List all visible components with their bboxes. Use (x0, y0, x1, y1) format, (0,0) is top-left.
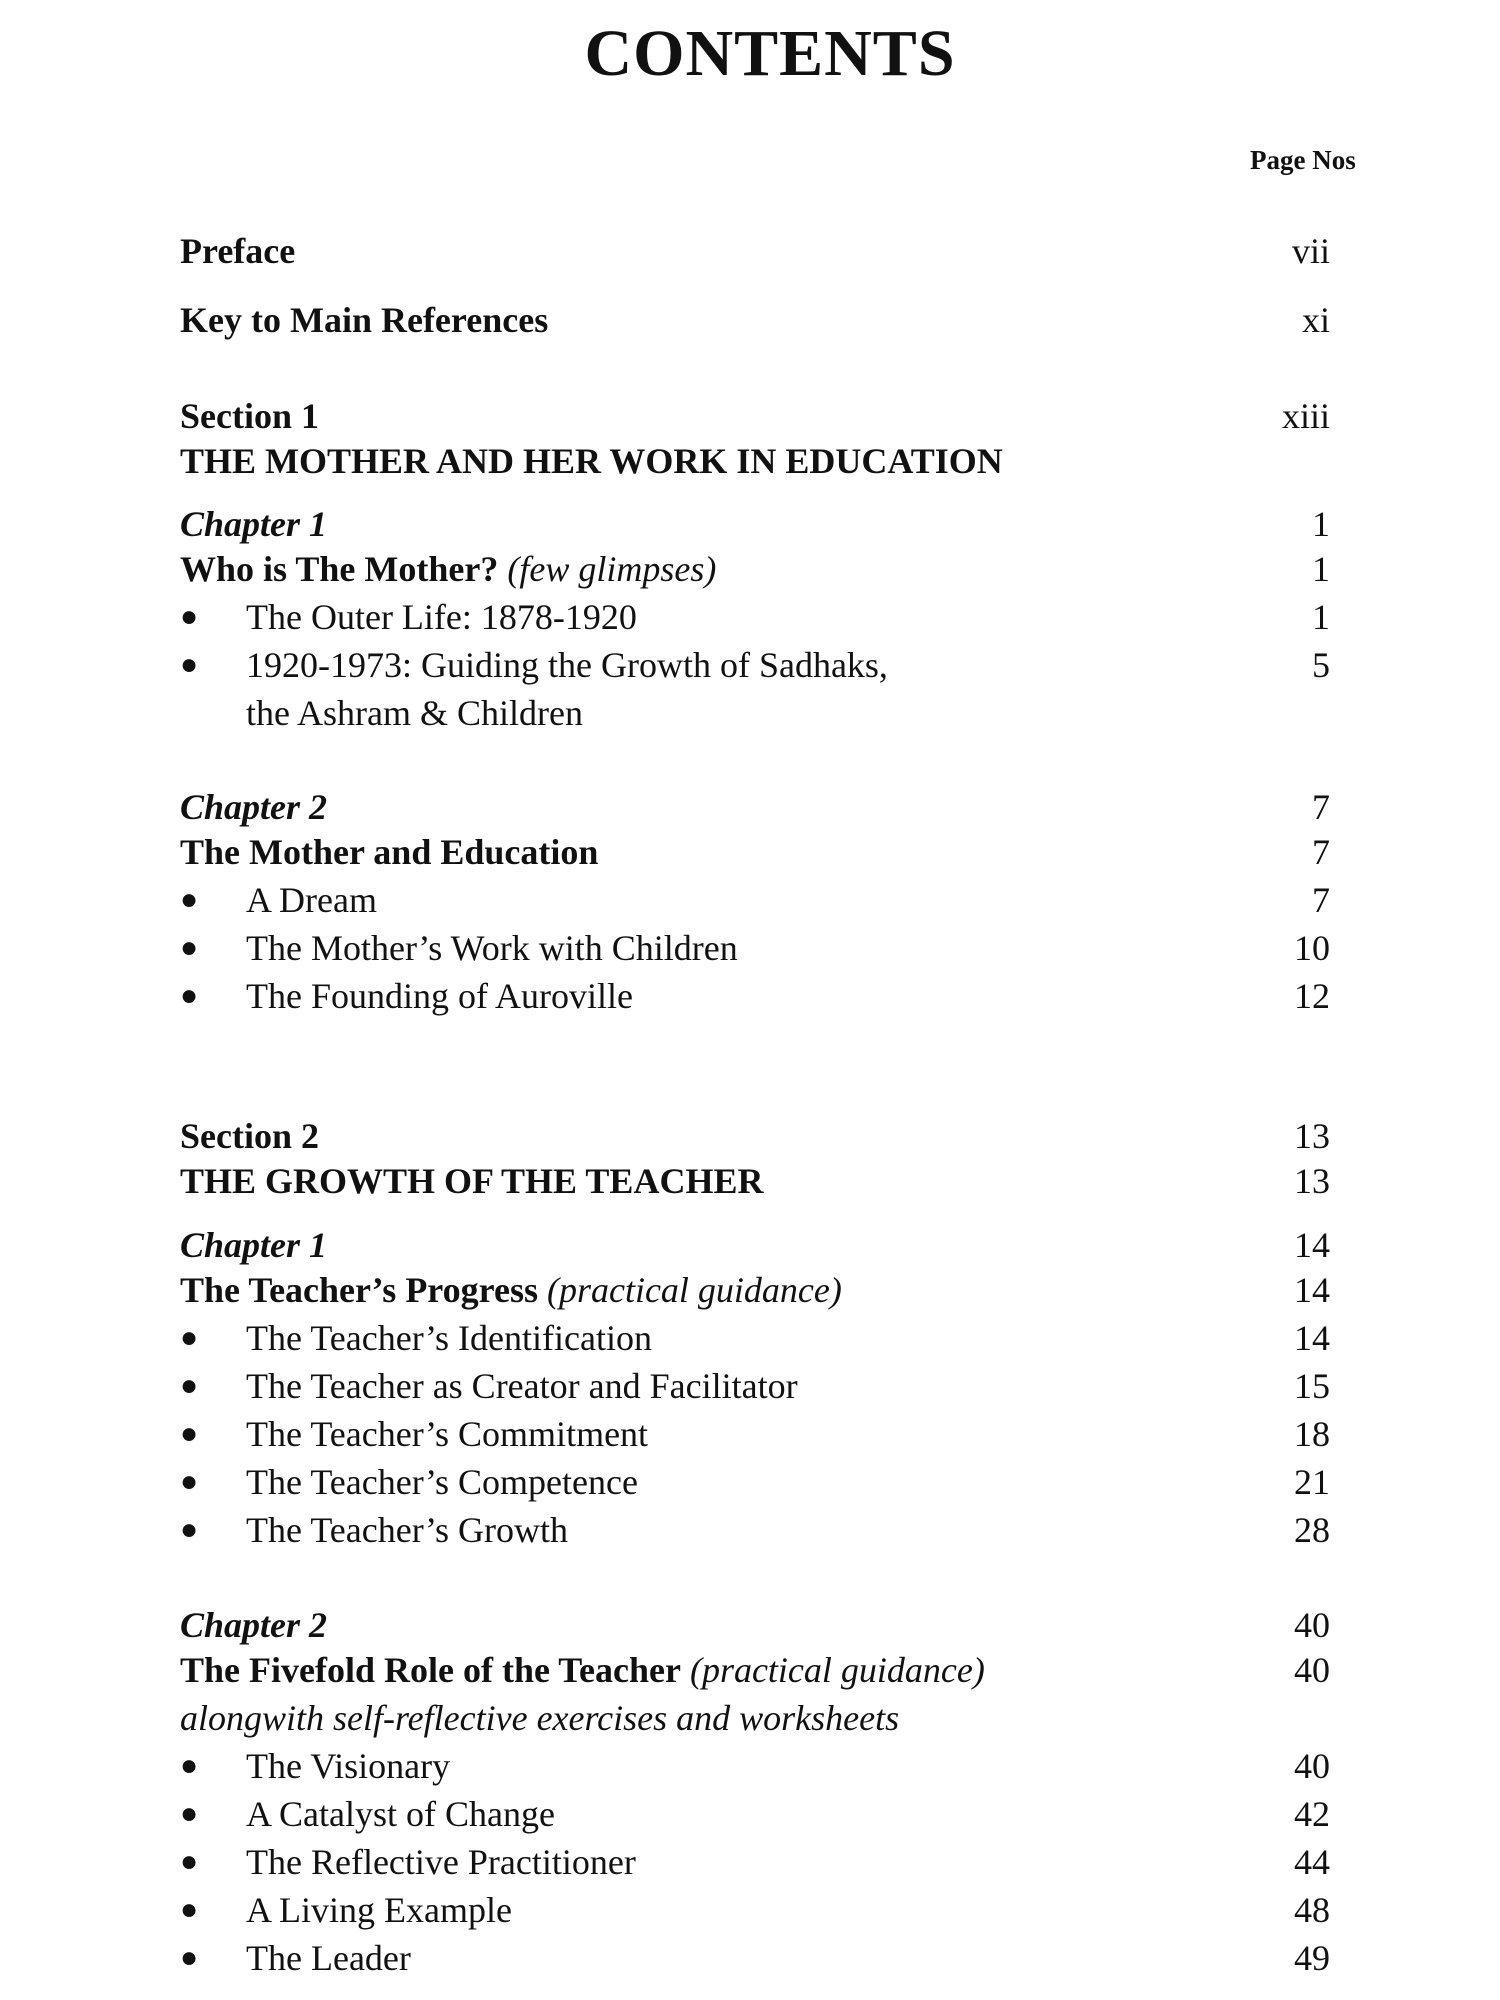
entry-label: The Mother’s Work with Children (246, 928, 738, 968)
entry-page: 10 (1294, 928, 1330, 968)
list-item (180, 972, 1330, 1020)
bullet-icon: ● (180, 1749, 199, 1782)
entry-label: A Living Example (246, 1890, 512, 1930)
list-item (180, 1790, 1330, 1838)
entry-page: 14 (1294, 1318, 1330, 1358)
chapter-label: Chapter 2 (180, 1605, 328, 1645)
chapter-title-main: The Teacher’s Progress (180, 1270, 538, 1310)
chapter-title-text (180, 1266, 842, 1314)
entry-page: 7 (1312, 787, 1330, 827)
bullet-icon: ● (180, 1941, 199, 1974)
chapter-title-main: The Fivefold Role of the Teacher (180, 1650, 681, 1690)
bullet-icon: ● (180, 1417, 199, 1450)
section-heading (180, 1112, 1330, 1160)
list-item (180, 1838, 1330, 1886)
entry-label: the Ashram & Children (246, 693, 583, 733)
entry-label: Preface (180, 231, 296, 271)
chapter-title-text (180, 545, 716, 593)
entry-page: 49 (1294, 1938, 1330, 1978)
section-title (180, 1157, 1330, 1205)
entry-page: 13 (1294, 1116, 1330, 1156)
chapter-title-note: (practical guidance) (689, 1650, 985, 1690)
chapter-title-note: (practical guidance) (546, 1270, 842, 1310)
entry-label: A Dream (246, 880, 377, 920)
bullet-icon: ● (180, 1797, 199, 1830)
entry-label: The Teacher’s Competence (246, 1462, 638, 1502)
chapter-title (180, 1266, 1330, 1314)
chapter-heading (180, 500, 1330, 548)
entry-page: 1 (1312, 597, 1330, 637)
chapter-label: Chapter 1 (180, 1225, 328, 1265)
bullet-icon: ● (180, 600, 199, 633)
entry-label: Key to Main References (180, 300, 549, 340)
bullet-icon: ● (180, 648, 199, 681)
entry-page: 28 (1294, 1510, 1330, 1550)
entry-page: 44 (1294, 1842, 1330, 1882)
toc-entry-key-references (180, 296, 1330, 344)
entry-page: 7 (1312, 880, 1330, 920)
chapter-title (180, 545, 1330, 593)
entry-label: The Outer Life: 1878-1920 (246, 597, 637, 637)
entry-page: 14 (1294, 1225, 1330, 1265)
entry-page: 12 (1294, 976, 1330, 1016)
list-item-continuation (180, 689, 1330, 737)
list-item (180, 1742, 1330, 1790)
bullet-icon: ● (180, 931, 199, 964)
section-title-text: THE MOTHER AND HER WORK IN EDUCATION (180, 441, 1003, 481)
chapter-heading (180, 1221, 1330, 1269)
entry-page: vii (1291, 231, 1330, 271)
entry-page: 14 (1294, 1270, 1330, 1310)
section-title-text: THE GROWTH OF THE TEACHER (180, 1161, 764, 1201)
chapter-title-text (180, 1646, 985, 1694)
entry-page: 5 (1312, 645, 1330, 685)
entry-label: The Leader (246, 1938, 411, 1978)
entry-page: 1 (1312, 504, 1330, 544)
section-label: Section 2 (180, 1116, 319, 1156)
entry-label: The Reflective Practitioner (246, 1842, 636, 1882)
bullet-icon: ● (180, 1369, 199, 1402)
entry-page: 40 (1294, 1746, 1330, 1786)
list-item (180, 593, 1330, 641)
chapter-heading (180, 783, 1330, 831)
chapter-title-main: Who is The Mother? (180, 549, 499, 589)
chapter-subtitle (180, 1694, 1330, 1742)
entry-page: 13 (1294, 1161, 1330, 1201)
entry-page: 40 (1294, 1650, 1330, 1690)
list-item (180, 1458, 1330, 1506)
bullet-icon: ● (180, 1893, 199, 1926)
chapter-heading (180, 1601, 1330, 1649)
bullet-icon: ● (180, 1513, 199, 1546)
entry-label: The Teacher’s Identification (246, 1318, 652, 1358)
entry-page: 1 (1312, 549, 1330, 589)
list-item (180, 1410, 1330, 1458)
entry-label: The Teacher’s Growth (246, 1510, 569, 1550)
list-item (180, 876, 1330, 924)
section-heading (180, 392, 1330, 440)
bullet-icon: ● (180, 979, 199, 1012)
chapter-title (180, 828, 1330, 876)
entry-page: xiii (1281, 396, 1330, 436)
list-item (180, 641, 1330, 689)
entry-page: 42 (1294, 1794, 1330, 1834)
entry-label: 1920-1973: Guiding the Growth of Sadhaks, (246, 645, 888, 685)
toc-entry-preface (180, 227, 1330, 275)
entry-page: 15 (1294, 1366, 1330, 1406)
chapter-title (180, 1646, 1330, 1694)
bullet-icon: ● (180, 1845, 199, 1878)
chapter-title-note: (few glimpses) (507, 549, 717, 589)
entry-label: The Teacher’s Commitment (246, 1414, 649, 1454)
list-item (180, 924, 1330, 972)
list-item (180, 1886, 1330, 1934)
chapter-label: Chapter 1 (180, 504, 328, 544)
chapter-title-text: The Mother and Education (180, 832, 599, 872)
entry-page: 7 (1312, 832, 1330, 872)
bullet-icon: ● (180, 883, 199, 916)
list-item (180, 1362, 1330, 1410)
list-item (180, 1934, 1330, 1982)
entry-label: The Teacher as Creator and Facilitator (246, 1366, 798, 1406)
chapter-subtitle-text: alongwith self-reflective exercises and worksheets (180, 1698, 900, 1738)
page-numbers-heading: Page Nos (1250, 145, 1356, 175)
section-title (180, 437, 1330, 485)
list-item (180, 1506, 1330, 1554)
list-item (180, 1314, 1330, 1362)
entry-label: The Visionary (246, 1746, 451, 1786)
entry-page: xi (1301, 300, 1330, 340)
chapter-label: Chapter 2 (180, 787, 328, 827)
entry-page: 48 (1294, 1890, 1330, 1930)
entry-page: 18 (1294, 1414, 1330, 1454)
section-label: Section 1 (180, 396, 319, 436)
page-title: CONTENTS (584, 17, 956, 90)
entry-label: The Founding of Auroville (246, 976, 633, 1016)
bullet-icon: ● (180, 1465, 199, 1498)
entry-page: 40 (1294, 1605, 1330, 1645)
entry-page: 21 (1294, 1462, 1330, 1502)
entry-label: A Catalyst of Change (246, 1794, 555, 1834)
bullet-icon: ● (180, 1321, 199, 1354)
